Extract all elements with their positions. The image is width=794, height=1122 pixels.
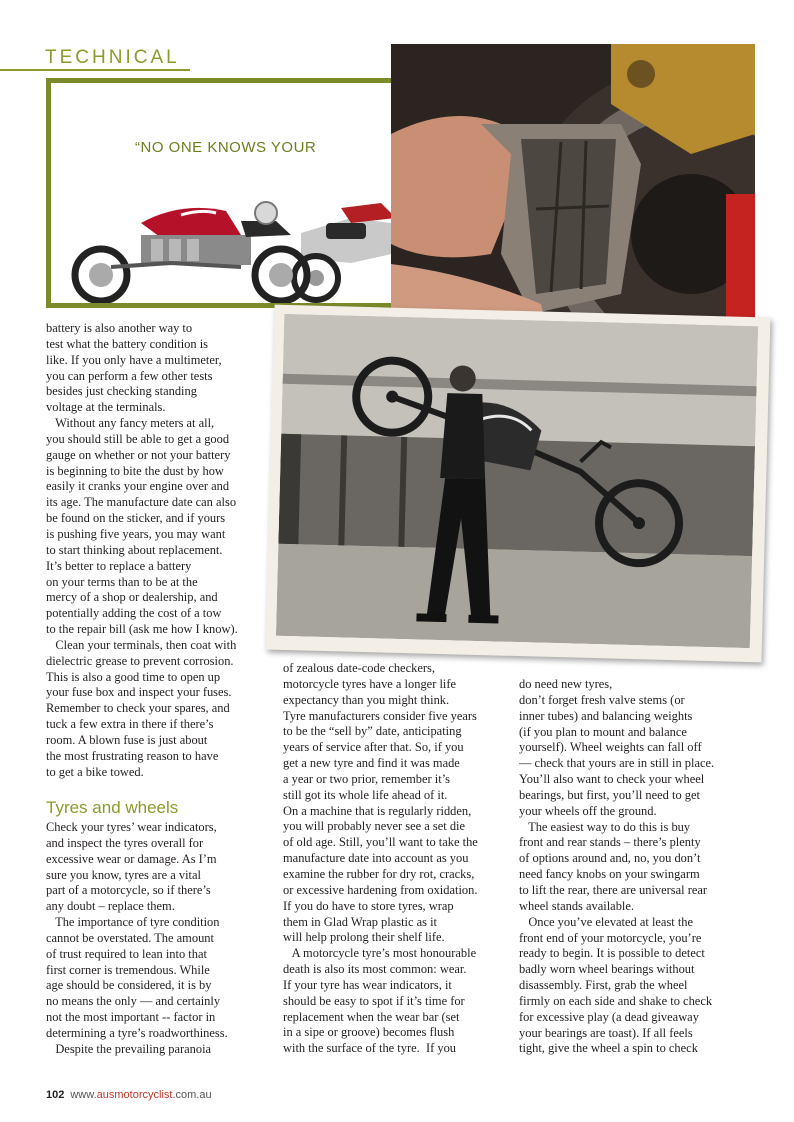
text-line: for excessive play (a dead giveaway [519, 1009, 699, 1024]
text-line: death is also its most common: wear. [283, 962, 467, 977]
text-line: The easiest way to do this is buy [519, 819, 691, 834]
text-line: the most frustrating reason to have [46, 748, 219, 763]
text-line: to be the “sell by” date, anticipating [283, 724, 462, 739]
text-line: you will probably never see a set die [283, 819, 466, 834]
text-line: your wheels off the ground. [519, 803, 657, 818]
text-line: expectancy than you might think. [283, 692, 450, 707]
text-line: firmly on each side and shake to check [519, 993, 713, 1008]
text-line: any doubt – replace them. [46, 899, 175, 914]
text-line: of trust required to lean into that [46, 946, 207, 961]
tyres-heading: Tyres and wheels [46, 798, 179, 817]
text-line: disassembly. First, grab the wheel [519, 978, 688, 993]
text-line: first corner is tremendous. While [46, 962, 210, 977]
text-line: yourself). Wheel weights can fall off [519, 740, 702, 755]
text-line: will help prolong their shelf life. [283, 930, 445, 945]
text-line: dielectric grease to prevent corrosion. [46, 653, 234, 668]
text-line: Despite the prevailing paranoia [46, 1041, 212, 1056]
text-line: tight, give the wheel a spin to check [519, 1041, 698, 1056]
text-line: room. A blown fuse is just about [46, 732, 208, 747]
text-line: to get a bike towed. [46, 764, 144, 779]
text-line: motorcycle tyres have a longer life [283, 676, 457, 691]
text-line: to start thinking about replacement. [46, 542, 223, 557]
pull-quote-box [46, 78, 406, 308]
text-line: excessive wear or damage. As I’m [46, 851, 217, 866]
pull-quote: “NO ONE KNOWS YOUR [135, 139, 317, 156]
column-3 [519, 677, 714, 1057]
text-line: potentially adding the cost of a tow [46, 606, 222, 621]
text-line: easily it cranks your engine over and [46, 479, 230, 494]
text-line: your fuse box and inspect your fuses. [46, 685, 232, 700]
text-line: get a new tyre and find it was made [283, 756, 460, 771]
text-line: or excessive hardening from oxidation. [283, 882, 478, 897]
text-line: of old age. Still, you’ll want to take the [283, 835, 478, 850]
motorcycles-image [51, 163, 401, 303]
section-label: TECHNICAL [45, 47, 180, 68]
text-line: gauge on whether or not your battery [46, 447, 231, 462]
text-line: battery is also another way to [46, 321, 193, 335]
text-line: in a sipe or groove) becomes flush [283, 1025, 455, 1040]
text-line: If your tyre has wear indicators, it [283, 977, 452, 992]
text-line: determining a tyre’s roadworthiness. [46, 1025, 228, 1040]
text-line: On a machine that is regularly ridden, [283, 803, 472, 818]
text-line: voltage at the terminals. [46, 400, 166, 415]
text-line: mercy of a shop or dealership, and [46, 590, 218, 605]
brake-pad-photo [391, 44, 755, 350]
footer-url-suffix: .com.au [172, 1089, 212, 1101]
text-line: need fancy knobs on your swingarm [519, 867, 700, 882]
text-line: Check your tyres’ wear indicators, [46, 820, 217, 834]
text-line: should be easy to spot if it’s time for [283, 993, 465, 1008]
text-line: examine the rubber for dry rot, cracks, [283, 866, 475, 881]
footer-url-prefix: www. [70, 1089, 97, 1101]
text-line: is beginning to bite the dust by how [46, 463, 224, 478]
text-line: bearings, but first, you’ll need to get [519, 787, 700, 802]
text-line: with the surface of the tyre. If you [283, 1041, 457, 1056]
page-number: 102 [46, 1089, 65, 1101]
text-line: inner tubes) and balancing weights [519, 708, 693, 723]
section-rule [0, 69, 190, 71]
text-line: Remember to check your spares, and [46, 701, 230, 716]
text-line: you should still be able to get a good [46, 431, 230, 446]
text-line: The importance of tyre condition [46, 915, 220, 930]
text-line: on your terms than to be at the [46, 574, 198, 589]
text-line: them in Glad Wrap plastic as it [283, 914, 438, 929]
text-line: to the repair bill (ask me how I know). [46, 622, 238, 637]
vintage-photo [266, 305, 771, 663]
text-line: besides just checking standing [46, 384, 197, 399]
column-2 [283, 661, 478, 1057]
text-line: its age. The manufacture date can also [46, 495, 237, 510]
text-line: manufacture date into account as you [283, 851, 469, 866]
text-line: Clean your terminals, then coat with [46, 637, 237, 652]
column-1-top [46, 321, 238, 780]
text-line: of options around and, no, you don’t [519, 851, 701, 866]
text-line: and inspect the tyres overall for [46, 835, 204, 850]
text-line: a year or two prior, remember it’s [283, 771, 451, 786]
page-footer [46, 1089, 212, 1101]
text-line: test what the battery condition is [46, 336, 208, 351]
text-line: do need new tyres, [519, 677, 613, 691]
text-line: replacement when the wear bar (set [283, 1009, 460, 1024]
text-line: you can perform a few other tests [46, 368, 213, 383]
text-line: Once you’ve elevated at least the [519, 914, 694, 929]
text-line: of zealous date-code checkers, [283, 661, 435, 675]
text-line: be found on the sticker, and if yours [46, 511, 226, 526]
text-line: Without any fancy meters at all, [46, 416, 215, 431]
text-line: wheel stands available. [519, 898, 635, 913]
text-line: age should be considered, it is by [46, 978, 212, 993]
text-line: This is also a good time to open up [46, 669, 221, 684]
text-line: A motorcycle tyre’s most honourable [283, 946, 477, 961]
text-line: If you do have to store tyres, wrap [283, 898, 454, 913]
text-line: not the most important -- factor in [46, 1010, 216, 1025]
text-line: part of a motorcycle, so if there’s [46, 883, 211, 898]
text-line: It’s better to replace a battery [46, 558, 192, 573]
text-line: years of service after that. So, if you [283, 740, 464, 755]
text-line: front and rear stands – there’s plenty [519, 835, 701, 850]
text-line: your bearings are toast). If all feels [519, 1025, 693, 1040]
text-line: front end of your motorcycle, you’re [519, 930, 702, 945]
text-line: tuck a few extra in there if there’s [46, 717, 214, 732]
column-1-bottom [46, 820, 228, 1058]
text-line: cannot be overstated. The amount [46, 930, 214, 945]
text-line: — check that yours are in still in place. [519, 756, 715, 771]
text-line: Tyre manufacturers consider five years [283, 708, 477, 723]
footer-url-brand: ausmotorcyclist [96, 1089, 173, 1101]
text-line: You’ll also want to check your wheel [519, 772, 705, 787]
text-line: don’t forget fresh valve stems (or [519, 692, 685, 707]
text-line: no means the only — and certainly [46, 994, 221, 1009]
text-line: badly worn wheel bearings without [519, 962, 695, 977]
text-line: ready to begin. It is possible to detect [519, 946, 705, 961]
text-line: sure you know, tyres are a vital [46, 867, 201, 882]
text-line: like. If you only have a multimeter, [46, 352, 222, 367]
text-line: to lift the rear, there are universal rear [519, 882, 708, 897]
text-line: still got its whole life ahead of it. [283, 787, 448, 802]
text-line: is pushing five years, you may want [46, 526, 226, 541]
text-line: (if you plan to mount and balance [519, 724, 687, 739]
